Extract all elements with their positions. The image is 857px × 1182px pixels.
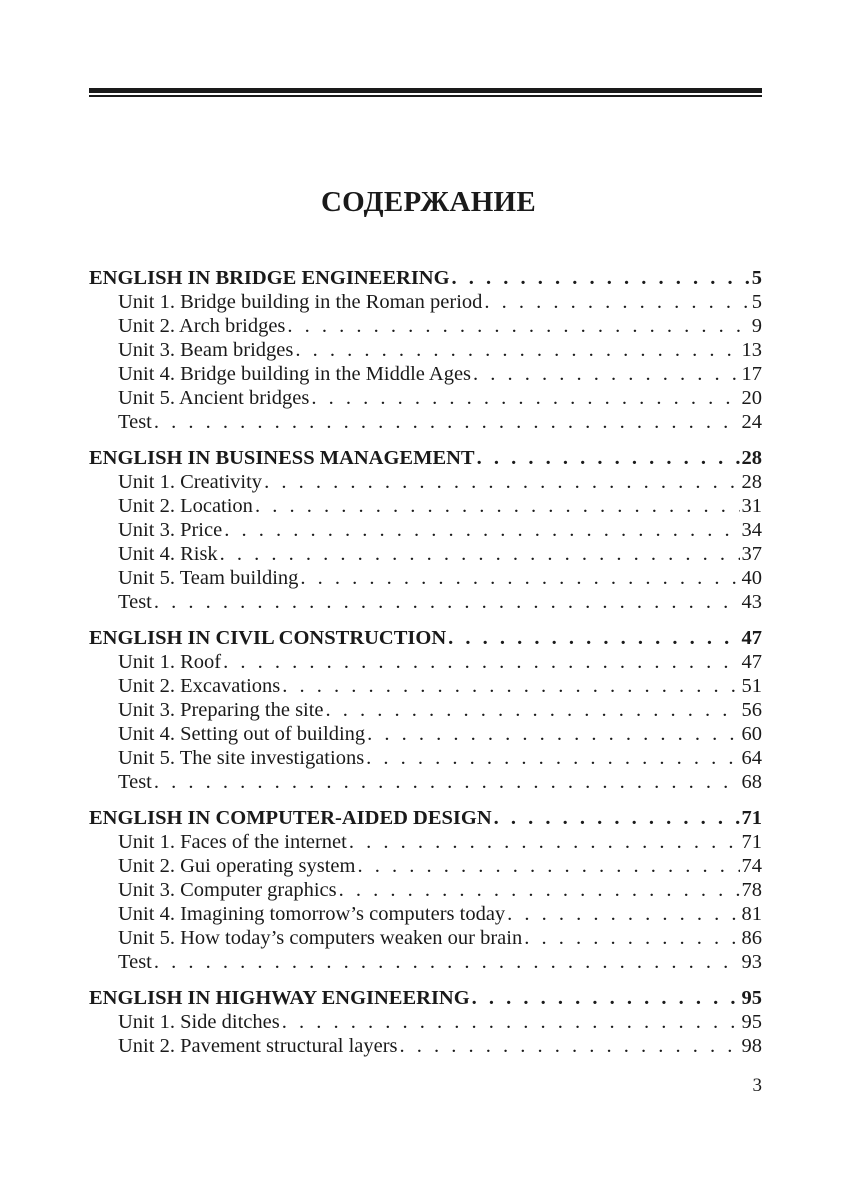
toc-heading-page: 95 bbox=[741, 987, 762, 1009]
toc-entry-label: Test bbox=[118, 771, 152, 793]
toc-entry[interactable] bbox=[89, 878, 762, 902]
toc-entry[interactable] bbox=[89, 1034, 762, 1058]
toc-entry-page: 74 bbox=[741, 855, 762, 877]
toc-entry-label: Unit 1. Faces of the internet bbox=[118, 831, 347, 853]
toc-entry-label: Unit 1. Bridge building in the Roman period bbox=[118, 291, 483, 313]
toc-section-civil-construction bbox=[89, 626, 762, 794]
toc-entry-page: 64 bbox=[741, 747, 762, 769]
header-double-rule bbox=[89, 88, 762, 97]
toc-heading-label: ENGLISH IN BRIDGE ENGINEERING bbox=[89, 267, 450, 289]
dot-leader bbox=[472, 986, 740, 1010]
toc-entry-page: 43 bbox=[741, 591, 762, 613]
page-number: 3 bbox=[752, 1075, 762, 1096]
toc-section-heading[interactable] bbox=[89, 806, 762, 830]
toc-entry-page: 47 bbox=[741, 651, 762, 673]
toc-entry-page: 95 bbox=[741, 1011, 762, 1033]
dot-leader bbox=[311, 386, 739, 410]
toc-entry-label: Test bbox=[118, 411, 152, 433]
toc-entry-page: 34 bbox=[741, 519, 762, 541]
toc-heading-label: ENGLISH IN CIVIL CONSTRUCTION bbox=[89, 627, 447, 649]
dot-leader bbox=[282, 1010, 740, 1034]
dot-leader bbox=[400, 1034, 740, 1058]
toc-entry-page: 81 bbox=[741, 903, 762, 925]
toc-section-heading[interactable] bbox=[89, 626, 762, 650]
toc-entry[interactable] bbox=[89, 854, 762, 878]
toc-entry-page: 24 bbox=[741, 411, 762, 433]
toc-heading-page: 71 bbox=[741, 807, 762, 829]
toc-entry-page: 60 bbox=[741, 723, 762, 745]
toc-entry[interactable] bbox=[89, 902, 762, 926]
toc-entry[interactable] bbox=[89, 770, 762, 794]
toc-entry[interactable] bbox=[89, 542, 762, 566]
toc-entry-label: Test bbox=[118, 951, 152, 973]
toc-entry-label: Unit 1. Roof bbox=[118, 651, 222, 673]
dot-leader bbox=[154, 410, 740, 434]
toc-entry-page: 20 bbox=[741, 387, 762, 409]
toc-entry[interactable] bbox=[89, 926, 762, 950]
toc-entry[interactable] bbox=[89, 590, 762, 614]
toc-entry-label: Unit 4. Bridge building in the Middle Ages bbox=[118, 363, 472, 385]
toc-entry-label: Unit 4. Imagining tomorrow’s computers today bbox=[118, 903, 506, 925]
toc-entry-label: Unit 4. Setting out of building bbox=[118, 723, 366, 745]
toc-entry-page: 28 bbox=[741, 471, 762, 493]
toc-entry-label: Unit 2. Excavations bbox=[118, 675, 281, 697]
header-rule-thin bbox=[89, 95, 762, 97]
toc-entry-label: Unit 2. Gui operating system bbox=[118, 855, 356, 877]
toc-section-heading[interactable] bbox=[89, 266, 762, 290]
toc-entry-page: 51 bbox=[741, 675, 762, 697]
toc-entry[interactable] bbox=[89, 746, 762, 770]
dot-leader bbox=[154, 950, 740, 974]
toc-heading-label: ENGLISH IN COMPUTER-AIDED DESIGN bbox=[89, 807, 492, 829]
toc-heading-label: ENGLISH IN HIGHWAY ENGINEERING bbox=[89, 987, 470, 1009]
toc-entry-label: Unit 1. Side ditches bbox=[118, 1011, 280, 1033]
dot-leader bbox=[507, 902, 739, 926]
dot-leader bbox=[349, 830, 740, 854]
toc-entry[interactable] bbox=[89, 1010, 762, 1034]
dot-leader bbox=[223, 650, 739, 674]
toc-entry-label: Unit 3. Computer graphics bbox=[118, 879, 337, 901]
dot-leader bbox=[477, 446, 740, 470]
toc-section-heading[interactable] bbox=[89, 446, 762, 470]
toc-entry[interactable] bbox=[89, 362, 762, 386]
toc-entry-page: 98 bbox=[741, 1035, 762, 1057]
dot-leader bbox=[473, 362, 739, 386]
table-of-contents bbox=[89, 266, 762, 1070]
toc-entry[interactable] bbox=[89, 830, 762, 854]
dot-leader bbox=[264, 470, 739, 494]
toc-entry-label: Unit 5. Team building bbox=[118, 567, 299, 589]
toc-entry-page: 17 bbox=[741, 363, 762, 385]
toc-entry[interactable] bbox=[89, 494, 762, 518]
dot-leader bbox=[339, 878, 740, 902]
dot-leader bbox=[452, 266, 750, 290]
toc-entry[interactable] bbox=[89, 338, 762, 362]
toc-entry[interactable] bbox=[89, 566, 762, 590]
toc-entry[interactable] bbox=[89, 674, 762, 698]
toc-entry[interactable] bbox=[89, 518, 762, 542]
toc-entry-label: Unit 5. The site investigations bbox=[118, 747, 365, 769]
dot-leader bbox=[300, 566, 739, 590]
dot-leader bbox=[287, 314, 749, 338]
toc-entry-label: Unit 3. Price bbox=[118, 519, 223, 541]
toc-entry[interactable] bbox=[89, 950, 762, 974]
toc-entry-page: 78 bbox=[741, 879, 762, 901]
toc-entry[interactable] bbox=[89, 650, 762, 674]
dot-leader bbox=[295, 338, 739, 362]
toc-entry-label: Unit 1. Creativity bbox=[118, 471, 263, 493]
toc-entry-page: 93 bbox=[741, 951, 762, 973]
toc-entry-page: 71 bbox=[741, 831, 762, 853]
toc-entry-page: 31 bbox=[741, 495, 762, 517]
dot-leader bbox=[494, 806, 740, 830]
toc-entry-page: 9 bbox=[751, 315, 762, 337]
toc-entry-label: Unit 3. Preparing the site bbox=[118, 699, 324, 721]
toc-entry[interactable] bbox=[89, 290, 762, 314]
dot-leader bbox=[366, 746, 739, 770]
toc-entry-page: 37 bbox=[741, 543, 762, 565]
toc-entry-page: 5 bbox=[751, 291, 762, 313]
toc-entry-page: 68 bbox=[741, 771, 762, 793]
toc-section-bridge-engineering bbox=[89, 266, 762, 434]
toc-entry[interactable] bbox=[89, 410, 762, 434]
toc-entry-label: Unit 3. Beam bridges bbox=[118, 339, 294, 361]
toc-entry[interactable] bbox=[89, 722, 762, 746]
dot-leader bbox=[282, 674, 739, 698]
toc-heading-label: ENGLISH IN BUSINESS MANAGEMENT bbox=[89, 447, 475, 469]
toc-heading-page: 47 bbox=[741, 627, 762, 649]
toc-entry-label: Unit 5. How today’s computers weaken our brain bbox=[118, 927, 523, 949]
toc-entry-label: Unit 2. Location bbox=[118, 495, 253, 517]
toc-entry-label: Unit 2. Pavement structural layers bbox=[118, 1035, 398, 1057]
dot-leader bbox=[484, 290, 749, 314]
toc-entry-page: 56 bbox=[741, 699, 762, 721]
dot-leader bbox=[220, 542, 740, 566]
toc-section-business-management bbox=[89, 446, 762, 614]
toc-entry-page: 40 bbox=[741, 567, 762, 589]
dot-leader bbox=[326, 698, 740, 722]
toc-heading-page: 28 bbox=[741, 447, 762, 469]
dot-leader bbox=[154, 590, 740, 614]
toc-entry[interactable] bbox=[89, 386, 762, 410]
dot-leader bbox=[224, 518, 739, 542]
toc-heading-page: 5 bbox=[751, 267, 762, 289]
toc-entry[interactable] bbox=[89, 698, 762, 722]
toc-entry[interactable] bbox=[89, 470, 762, 494]
toc-section-heading[interactable] bbox=[89, 986, 762, 1010]
toc-entry[interactable] bbox=[89, 314, 762, 338]
page-title: СОДЕРЖАНИЕ bbox=[320, 186, 537, 218]
toc-entry-label: Unit 5. Ancient bridges bbox=[118, 387, 310, 409]
dot-leader bbox=[357, 854, 739, 878]
dot-leader bbox=[367, 722, 739, 746]
toc-entry-page: 13 bbox=[741, 339, 762, 361]
dot-leader bbox=[255, 494, 740, 518]
toc-entry-label: Test bbox=[118, 591, 152, 613]
dot-leader bbox=[448, 626, 739, 650]
toc-section-highway-engineering bbox=[89, 986, 762, 1058]
toc-section-computer-aided-design bbox=[89, 806, 762, 974]
toc-entry-page: 86 bbox=[741, 927, 762, 949]
dot-leader bbox=[524, 926, 739, 950]
toc-entry-label: Unit 4. Risk bbox=[118, 543, 218, 565]
toc-entry-label: Unit 2. Arch bridges bbox=[118, 315, 286, 337]
dot-leader bbox=[154, 770, 740, 794]
